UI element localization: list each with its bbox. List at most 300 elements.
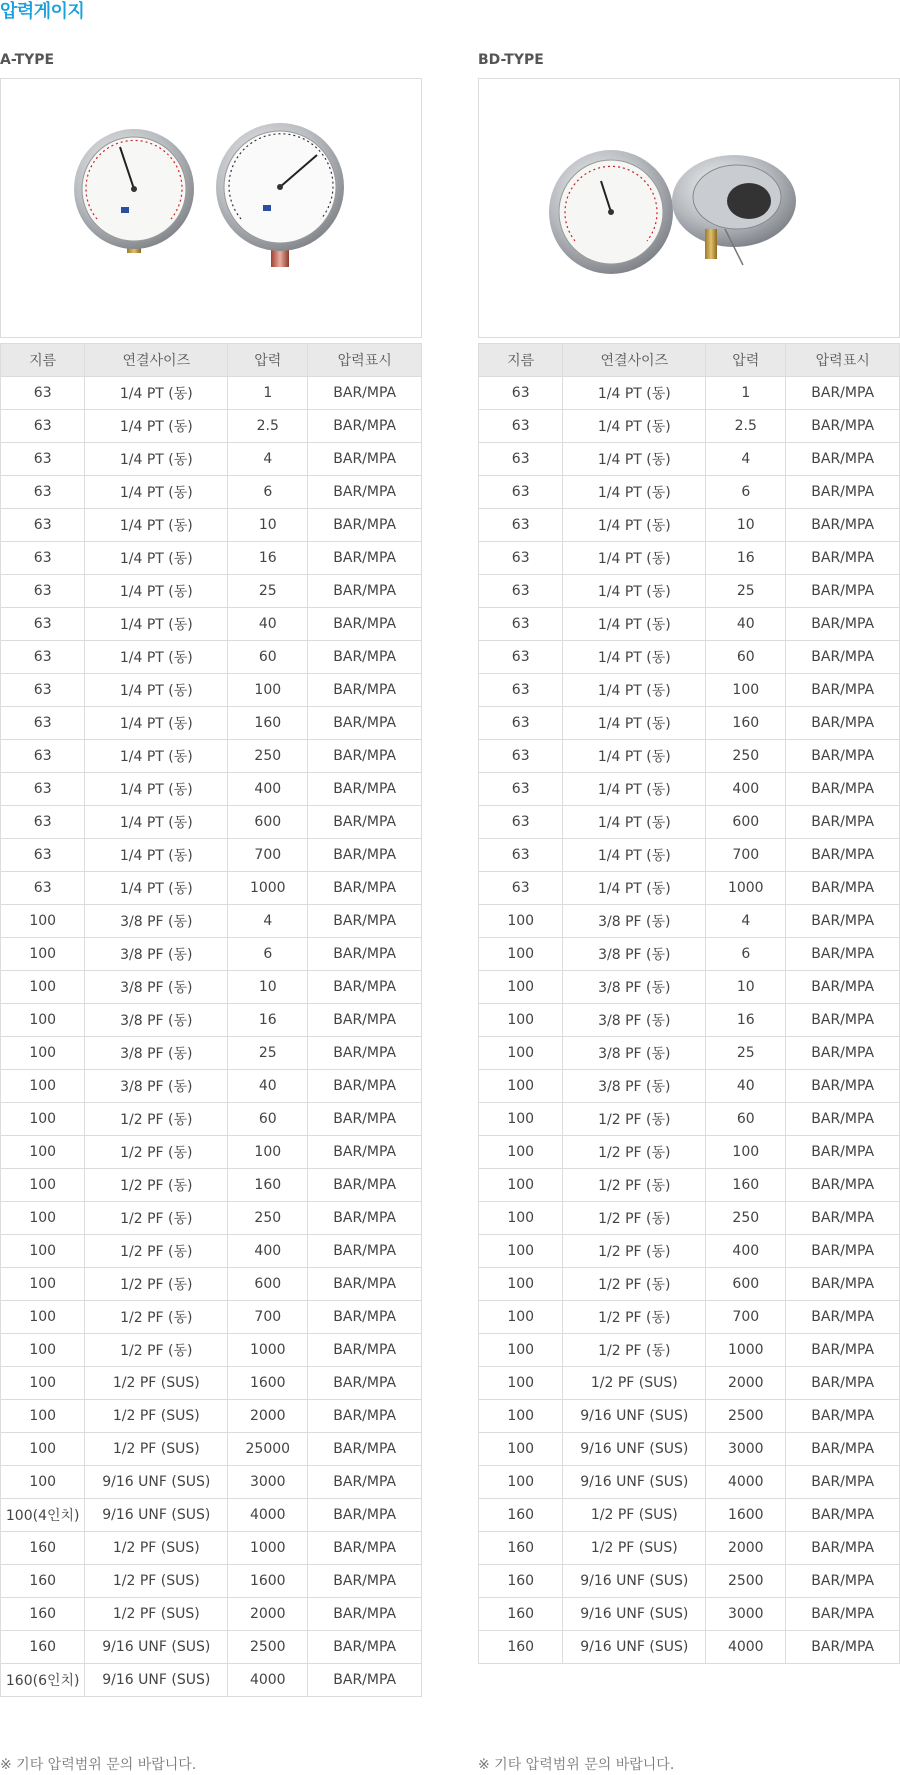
cell-connection-size: 3/8 PF (동)	[563, 905, 706, 938]
table-row	[1, 1070, 422, 1103]
cell-diameter: 100	[479, 1235, 563, 1268]
cell-pressure-unit: BAR/MPA	[308, 1499, 422, 1532]
cell-diameter: 63	[1, 509, 85, 542]
table-row	[1, 1664, 422, 1697]
table-row	[479, 1400, 900, 1433]
table-row	[1, 542, 422, 575]
cell-pressure-unit: BAR/MPA	[308, 377, 422, 410]
table-row	[1, 443, 422, 476]
cell-pressure-unit: BAR/MPA	[308, 1235, 422, 1268]
cell-diameter: 100	[1, 1037, 85, 1070]
cell-diameter: 100	[1, 1367, 85, 1400]
cell-connection-size: 1/4 PT (동)	[85, 839, 228, 872]
cell-pressure-unit: BAR/MPA	[308, 1136, 422, 1169]
table-row	[479, 971, 900, 1004]
cell-connection-size: 9/16 UNF (SUS)	[563, 1466, 706, 1499]
cell-connection-size: 1/4 PT (동)	[563, 872, 706, 905]
cell-pressure-unit: BAR/MPA	[786, 1433, 900, 1466]
cell-diameter: 100(4인치)	[1, 1499, 85, 1532]
cell-connection-size: 9/16 UNF (SUS)	[85, 1664, 228, 1697]
cell-connection-size: 1/2 PF (SUS)	[85, 1367, 228, 1400]
table-row	[479, 1598, 900, 1631]
cell-pressure: 160	[706, 1169, 786, 1202]
cell-pressure: 16	[706, 1004, 786, 1037]
cell-pressure: 2500	[228, 1631, 308, 1664]
cell-diameter: 63	[1, 806, 85, 839]
cell-connection-size: 1/2 PF (동)	[563, 1235, 706, 1268]
cell-pressure: 3000	[706, 1598, 786, 1631]
cell-diameter: 63	[479, 410, 563, 443]
cell-pressure-unit: BAR/MPA	[308, 1367, 422, 1400]
cell-diameter: 100	[479, 1433, 563, 1466]
cell-pressure-unit: BAR/MPA	[786, 476, 900, 509]
cell-diameter: 100	[1, 1136, 85, 1169]
cell-diameter: 100	[479, 1037, 563, 1070]
cell-connection-size: 9/16 UNF (SUS)	[563, 1400, 706, 1433]
cell-pressure-unit: BAR/MPA	[786, 1070, 900, 1103]
table-row	[1, 1136, 422, 1169]
cell-diameter: 63	[1, 575, 85, 608]
cell-diameter: 160	[479, 1565, 563, 1598]
table-row	[1, 1367, 422, 1400]
cell-diameter: 100	[479, 1136, 563, 1169]
table-row	[479, 773, 900, 806]
a-type-section	[0, 50, 422, 338]
cell-pressure: 6	[228, 938, 308, 971]
table-row	[1, 872, 422, 905]
cell-pressure-unit: BAR/MPA	[786, 608, 900, 641]
cell-diameter: 100	[1, 1169, 85, 1202]
cell-connection-size: 1/4 PT (동)	[85, 674, 228, 707]
cell-pressure-unit: BAR/MPA	[308, 938, 422, 971]
cell-connection-size: 1/4 PT (동)	[563, 410, 706, 443]
table-row	[479, 1433, 900, 1466]
cell-pressure: 60	[706, 1103, 786, 1136]
cell-pressure-unit: BAR/MPA	[786, 1367, 900, 1400]
table-row	[1, 839, 422, 872]
table-row	[479, 1631, 900, 1664]
cell-pressure: 16	[706, 542, 786, 575]
cell-connection-size: 1/4 PT (동)	[563, 641, 706, 674]
cell-pressure-unit: BAR/MPA	[786, 806, 900, 839]
cell-pressure: 2500	[706, 1400, 786, 1433]
table-row	[1, 509, 422, 542]
cell-pressure: 25	[706, 1037, 786, 1070]
cell-connection-size: 1/4 PT (동)	[563, 608, 706, 641]
table-row	[1, 1433, 422, 1466]
cell-connection-size: 1/2 PF (동)	[563, 1103, 706, 1136]
cell-diameter: 63	[1, 740, 85, 773]
cell-pressure: 4000	[706, 1466, 786, 1499]
cell-pressure-unit: BAR/MPA	[308, 740, 422, 773]
cell-diameter: 100	[1, 1334, 85, 1367]
cell-pressure-unit: BAR/MPA	[786, 1037, 900, 1070]
cell-pressure: 4	[228, 443, 308, 476]
cell-pressure: 160	[228, 1169, 308, 1202]
cell-diameter: 63	[479, 608, 563, 641]
cell-pressure: 60	[228, 1103, 308, 1136]
cell-diameter: 100	[479, 905, 563, 938]
cell-connection-size: 1/2 PF (동)	[563, 1301, 706, 1334]
cell-pressure: 600	[706, 1268, 786, 1301]
table-row	[1, 707, 422, 740]
cell-connection-size: 1/4 PT (동)	[563, 443, 706, 476]
cell-connection-size: 1/2 PF (동)	[85, 1136, 228, 1169]
cell-pressure-unit: BAR/MPA	[308, 905, 422, 938]
cell-pressure: 1000	[706, 1334, 786, 1367]
cell-pressure: 2.5	[228, 410, 308, 443]
cell-pressure-unit: BAR/MPA	[308, 1631, 422, 1664]
cell-pressure: 400	[228, 773, 308, 806]
cell-pressure-unit: BAR/MPA	[786, 1532, 900, 1565]
cell-connection-size: 1/4 PT (동)	[563, 509, 706, 542]
cell-diameter: 160	[1, 1565, 85, 1598]
cell-connection-size: 1/2 PF (동)	[85, 1202, 228, 1235]
cell-diameter: 100	[479, 1400, 563, 1433]
cell-pressure: 40	[706, 608, 786, 641]
table-row	[479, 806, 900, 839]
cell-pressure-unit: BAR/MPA	[786, 377, 900, 410]
table-row	[479, 1037, 900, 1070]
cell-pressure: 3000	[228, 1466, 308, 1499]
cell-connection-size: 1/4 PT (동)	[85, 608, 228, 641]
cell-diameter: 100	[1, 1202, 85, 1235]
cell-connection-size: 9/16 UNF (SUS)	[85, 1499, 228, 1532]
cell-pressure-unit: BAR/MPA	[308, 1466, 422, 1499]
cell-connection-size: 3/8 PF (동)	[85, 905, 228, 938]
table-row	[1, 1466, 422, 1499]
table-row	[479, 443, 900, 476]
table-row	[479, 1103, 900, 1136]
cell-connection-size: 1/4 PT (동)	[85, 410, 228, 443]
cell-pressure-unit: BAR/MPA	[308, 1334, 422, 1367]
cell-connection-size: 1/2 PF (동)	[85, 1169, 228, 1202]
cell-pressure: 400	[706, 1235, 786, 1268]
table-row	[479, 1367, 900, 1400]
table-row	[1, 1169, 422, 1202]
cell-connection-size: 1/4 PT (동)	[563, 575, 706, 608]
cell-connection-size: 1/2 PF (동)	[563, 1334, 706, 1367]
table-row	[479, 608, 900, 641]
cell-diameter: 63	[1, 707, 85, 740]
cell-pressure-unit: BAR/MPA	[786, 443, 900, 476]
cell-pressure-unit: BAR/MPA	[308, 773, 422, 806]
cell-connection-size: 9/16 UNF (SUS)	[85, 1466, 228, 1499]
cell-diameter: 100	[479, 1202, 563, 1235]
cell-diameter: 63	[479, 575, 563, 608]
cell-pressure: 600	[228, 806, 308, 839]
cell-pressure: 160	[706, 707, 786, 740]
table-row	[479, 1499, 900, 1532]
cell-diameter: 160	[479, 1532, 563, 1565]
table-row	[479, 1565, 900, 1598]
cell-connection-size: 1/4 PT (동)	[85, 806, 228, 839]
cell-diameter: 63	[479, 740, 563, 773]
cell-pressure: 6	[706, 938, 786, 971]
cell-pressure: 700	[228, 839, 308, 872]
a-type-table-body	[1, 377, 422, 1697]
table-row	[479, 872, 900, 905]
table-row	[479, 509, 900, 542]
cell-pressure: 4000	[228, 1499, 308, 1532]
cell-connection-size: 1/2 PF (SUS)	[563, 1499, 706, 1532]
cell-diameter: 63	[479, 707, 563, 740]
cell-diameter: 63	[479, 443, 563, 476]
cell-pressure: 10	[228, 971, 308, 1004]
cell-connection-size: 1/4 PT (동)	[85, 641, 228, 674]
cell-pressure-unit: BAR/MPA	[308, 1565, 422, 1598]
cell-pressure: 700	[706, 1301, 786, 1334]
cell-pressure: 40	[228, 1070, 308, 1103]
table-row	[479, 1202, 900, 1235]
table-row	[1, 1202, 422, 1235]
bd-type-section	[478, 50, 900, 338]
cell-pressure: 25	[228, 575, 308, 608]
cell-connection-size: 1/2 PF (동)	[85, 1268, 228, 1301]
cell-pressure-unit: BAR/MPA	[786, 971, 900, 1004]
cell-pressure: 2000	[706, 1532, 786, 1565]
cell-pressure: 1600	[228, 1565, 308, 1598]
cell-pressure-unit: BAR/MPA	[308, 1400, 422, 1433]
cell-connection-size: 1/4 PT (동)	[563, 806, 706, 839]
cell-connection-size: 9/16 UNF (SUS)	[563, 1565, 706, 1598]
bd-type-spec-table	[478, 343, 900, 1664]
table-row	[479, 1004, 900, 1037]
cell-pressure-unit: BAR/MPA	[786, 674, 900, 707]
cell-pressure-unit: BAR/MPA	[308, 839, 422, 872]
cell-diameter: 100	[1, 905, 85, 938]
cell-diameter: 63	[479, 773, 563, 806]
pressure-gauge-pair-image	[1, 79, 421, 337]
cell-pressure-unit: BAR/MPA	[786, 707, 900, 740]
cell-pressure-unit: BAR/MPA	[786, 1466, 900, 1499]
cell-diameter: 100	[1, 938, 85, 971]
cell-diameter: 100	[479, 1367, 563, 1400]
page-title: 압력게이지	[0, 1, 85, 22]
cell-diameter: 63	[479, 509, 563, 542]
cell-connection-size: 9/16 UNF (SUS)	[85, 1631, 228, 1664]
cell-pressure: 700	[228, 1301, 308, 1334]
cell-pressure-unit: BAR/MPA	[308, 707, 422, 740]
cell-pressure: 100	[228, 674, 308, 707]
cell-pressure: 2000	[228, 1400, 308, 1433]
cell-pressure-unit: BAR/MPA	[308, 1070, 422, 1103]
header-pressure: 압력	[228, 344, 308, 377]
cell-connection-size: 1/2 PF (SUS)	[563, 1532, 706, 1565]
table-row	[1, 1532, 422, 1565]
table-row	[1, 806, 422, 839]
cell-pressure: 4	[228, 905, 308, 938]
cell-connection-size: 9/16 UNF (SUS)	[563, 1433, 706, 1466]
cell-connection-size: 1/4 PT (동)	[85, 773, 228, 806]
cell-pressure: 1000	[228, 1532, 308, 1565]
cell-connection-size: 1/2 PF (동)	[563, 1202, 706, 1235]
cell-pressure-unit: BAR/MPA	[308, 1169, 422, 1202]
cell-pressure: 6	[228, 476, 308, 509]
cell-pressure: 2000	[228, 1598, 308, 1631]
table-row	[479, 542, 900, 575]
cell-connection-size: 1/2 PF (SUS)	[85, 1565, 228, 1598]
cell-diameter: 63	[479, 377, 563, 410]
cell-pressure-unit: BAR/MPA	[786, 641, 900, 674]
bd-type-label: BD-TYPE	[478, 52, 544, 68]
cell-pressure: 1	[706, 377, 786, 410]
cell-pressure-unit: BAR/MPA	[308, 1301, 422, 1334]
cell-pressure: 60	[706, 641, 786, 674]
table-row	[1, 1268, 422, 1301]
cell-pressure-unit: BAR/MPA	[308, 542, 422, 575]
cell-pressure-unit: BAR/MPA	[786, 773, 900, 806]
cell-diameter: 160	[1, 1631, 85, 1664]
cell-diameter: 100	[1, 1301, 85, 1334]
cell-diameter: 63	[1, 872, 85, 905]
table-row	[479, 1235, 900, 1268]
table-row	[479, 575, 900, 608]
cell-diameter: 100	[479, 1070, 563, 1103]
cell-diameter: 160	[1, 1532, 85, 1565]
cell-connection-size: 1/4 PT (동)	[563, 773, 706, 806]
cell-diameter: 160	[479, 1631, 563, 1664]
cell-pressure: 4	[706, 443, 786, 476]
cell-pressure-unit: BAR/MPA	[786, 839, 900, 872]
header-diameter: 지름	[1, 344, 85, 377]
cell-connection-size: 1/4 PT (동)	[563, 542, 706, 575]
bd-type-table-body	[479, 377, 900, 1664]
cell-connection-size: 1/4 PT (동)	[85, 542, 228, 575]
cell-connection-size: 1/2 PF (SUS)	[85, 1433, 228, 1466]
cell-diameter: 100	[479, 1169, 563, 1202]
table-row	[479, 1268, 900, 1301]
cell-pressure: 2000	[706, 1367, 786, 1400]
cell-pressure: 700	[706, 839, 786, 872]
cell-pressure-unit: BAR/MPA	[308, 641, 422, 674]
cell-pressure: 16	[228, 542, 308, 575]
cell-connection-size: 1/4 PT (동)	[85, 509, 228, 542]
cell-pressure-unit: BAR/MPA	[786, 1565, 900, 1598]
cell-connection-size: 1/4 PT (동)	[563, 740, 706, 773]
cell-diameter: 100	[1, 1433, 85, 1466]
table-row	[1, 377, 422, 410]
cell-pressure-unit: BAR/MPA	[786, 1499, 900, 1532]
cell-connection-size: 1/2 PF (SUS)	[85, 1532, 228, 1565]
cell-pressure: 250	[706, 1202, 786, 1235]
cell-diameter: 63	[479, 806, 563, 839]
cell-pressure: 25	[228, 1037, 308, 1070]
cell-pressure-unit: BAR/MPA	[308, 1664, 422, 1697]
table-row	[479, 1532, 900, 1565]
cell-diameter: 63	[1, 410, 85, 443]
cell-pressure-unit: BAR/MPA	[786, 1268, 900, 1301]
cell-pressure: 250	[228, 1202, 308, 1235]
table-row	[1, 1334, 422, 1367]
header-diameter: 지름	[479, 344, 563, 377]
cell-pressure: 25	[706, 575, 786, 608]
cell-connection-size: 1/2 PF (SUS)	[563, 1367, 706, 1400]
cell-pressure: 600	[228, 1268, 308, 1301]
cell-pressure: 100	[228, 1136, 308, 1169]
table-row	[479, 1301, 900, 1334]
cell-connection-size: 1/4 PT (동)	[563, 674, 706, 707]
table-header-row	[479, 344, 900, 377]
cell-connection-size: 1/4 PT (동)	[85, 377, 228, 410]
cell-diameter: 160(6인치)	[1, 1664, 85, 1697]
cell-pressure: 400	[706, 773, 786, 806]
cell-connection-size: 3/8 PF (동)	[563, 938, 706, 971]
cell-pressure: 1000	[228, 1334, 308, 1367]
cell-pressure-unit: BAR/MPA	[786, 872, 900, 905]
a-type-product-image	[0, 78, 422, 338]
cell-diameter: 100	[1, 1070, 85, 1103]
cell-pressure: 10	[228, 509, 308, 542]
cell-connection-size: 1/4 PT (동)	[563, 476, 706, 509]
cell-pressure: 1000	[706, 872, 786, 905]
table-row	[479, 839, 900, 872]
cell-pressure-unit: BAR/MPA	[308, 971, 422, 1004]
cell-diameter: 63	[1, 773, 85, 806]
cell-pressure: 40	[706, 1070, 786, 1103]
cell-pressure-unit: BAR/MPA	[786, 1202, 900, 1235]
cell-connection-size: 3/8 PF (동)	[563, 1004, 706, 1037]
table-row	[1, 1598, 422, 1631]
cell-pressure: 1	[228, 377, 308, 410]
cell-connection-size: 1/2 PF (동)	[563, 1169, 706, 1202]
cell-connection-size: 1/2 PF (SUS)	[85, 1598, 228, 1631]
cell-pressure: 2.5	[706, 410, 786, 443]
cell-connection-size: 1/2 PF (동)	[563, 1136, 706, 1169]
cell-connection-size: 1/2 PF (동)	[563, 1268, 706, 1301]
cell-pressure: 4	[706, 905, 786, 938]
a-type-spec-table	[0, 343, 422, 1697]
cell-diameter: 63	[1, 641, 85, 674]
cell-diameter: 63	[479, 542, 563, 575]
table-row	[1, 938, 422, 971]
cell-pressure: 400	[228, 1235, 308, 1268]
cell-pressure-unit: BAR/MPA	[308, 509, 422, 542]
cell-connection-size: 1/2 PF (동)	[85, 1334, 228, 1367]
cell-pressure: 250	[228, 740, 308, 773]
cell-pressure-unit: BAR/MPA	[786, 1301, 900, 1334]
cell-connection-size: 3/8 PF (동)	[563, 1037, 706, 1070]
cell-connection-size: 9/16 UNF (SUS)	[563, 1598, 706, 1631]
cell-pressure-unit: BAR/MPA	[786, 542, 900, 575]
table-row	[479, 1136, 900, 1169]
cell-pressure: 250	[706, 740, 786, 773]
cell-pressure-unit: BAR/MPA	[786, 1103, 900, 1136]
table-row	[1, 476, 422, 509]
cell-diameter: 160	[479, 1499, 563, 1532]
cell-connection-size: 3/8 PF (동)	[85, 1070, 228, 1103]
cell-connection-size: 3/8 PF (동)	[85, 1037, 228, 1070]
cell-diameter: 100	[1, 1004, 85, 1037]
header-pressure: 압력	[706, 344, 786, 377]
cell-pressure-unit: BAR/MPA	[308, 674, 422, 707]
cell-pressure: 16	[228, 1004, 308, 1037]
cell-connection-size: 3/8 PF (동)	[563, 971, 706, 1004]
cell-pressure-unit: BAR/MPA	[786, 575, 900, 608]
table-row	[1, 410, 422, 443]
cell-diameter: 100	[479, 1466, 563, 1499]
cell-pressure-unit: BAR/MPA	[786, 1334, 900, 1367]
cell-connection-size: 3/8 PF (동)	[85, 938, 228, 971]
cell-pressure: 1600	[228, 1367, 308, 1400]
cell-diameter: 100	[479, 1004, 563, 1037]
table-row	[1, 905, 422, 938]
cell-connection-size: 1/4 PT (동)	[85, 740, 228, 773]
cell-connection-size: 1/4 PT (동)	[563, 839, 706, 872]
cell-pressure-unit: BAR/MPA	[308, 410, 422, 443]
cell-pressure-unit: BAR/MPA	[308, 1037, 422, 1070]
cell-connection-size: 1/2 PF (동)	[85, 1103, 228, 1136]
